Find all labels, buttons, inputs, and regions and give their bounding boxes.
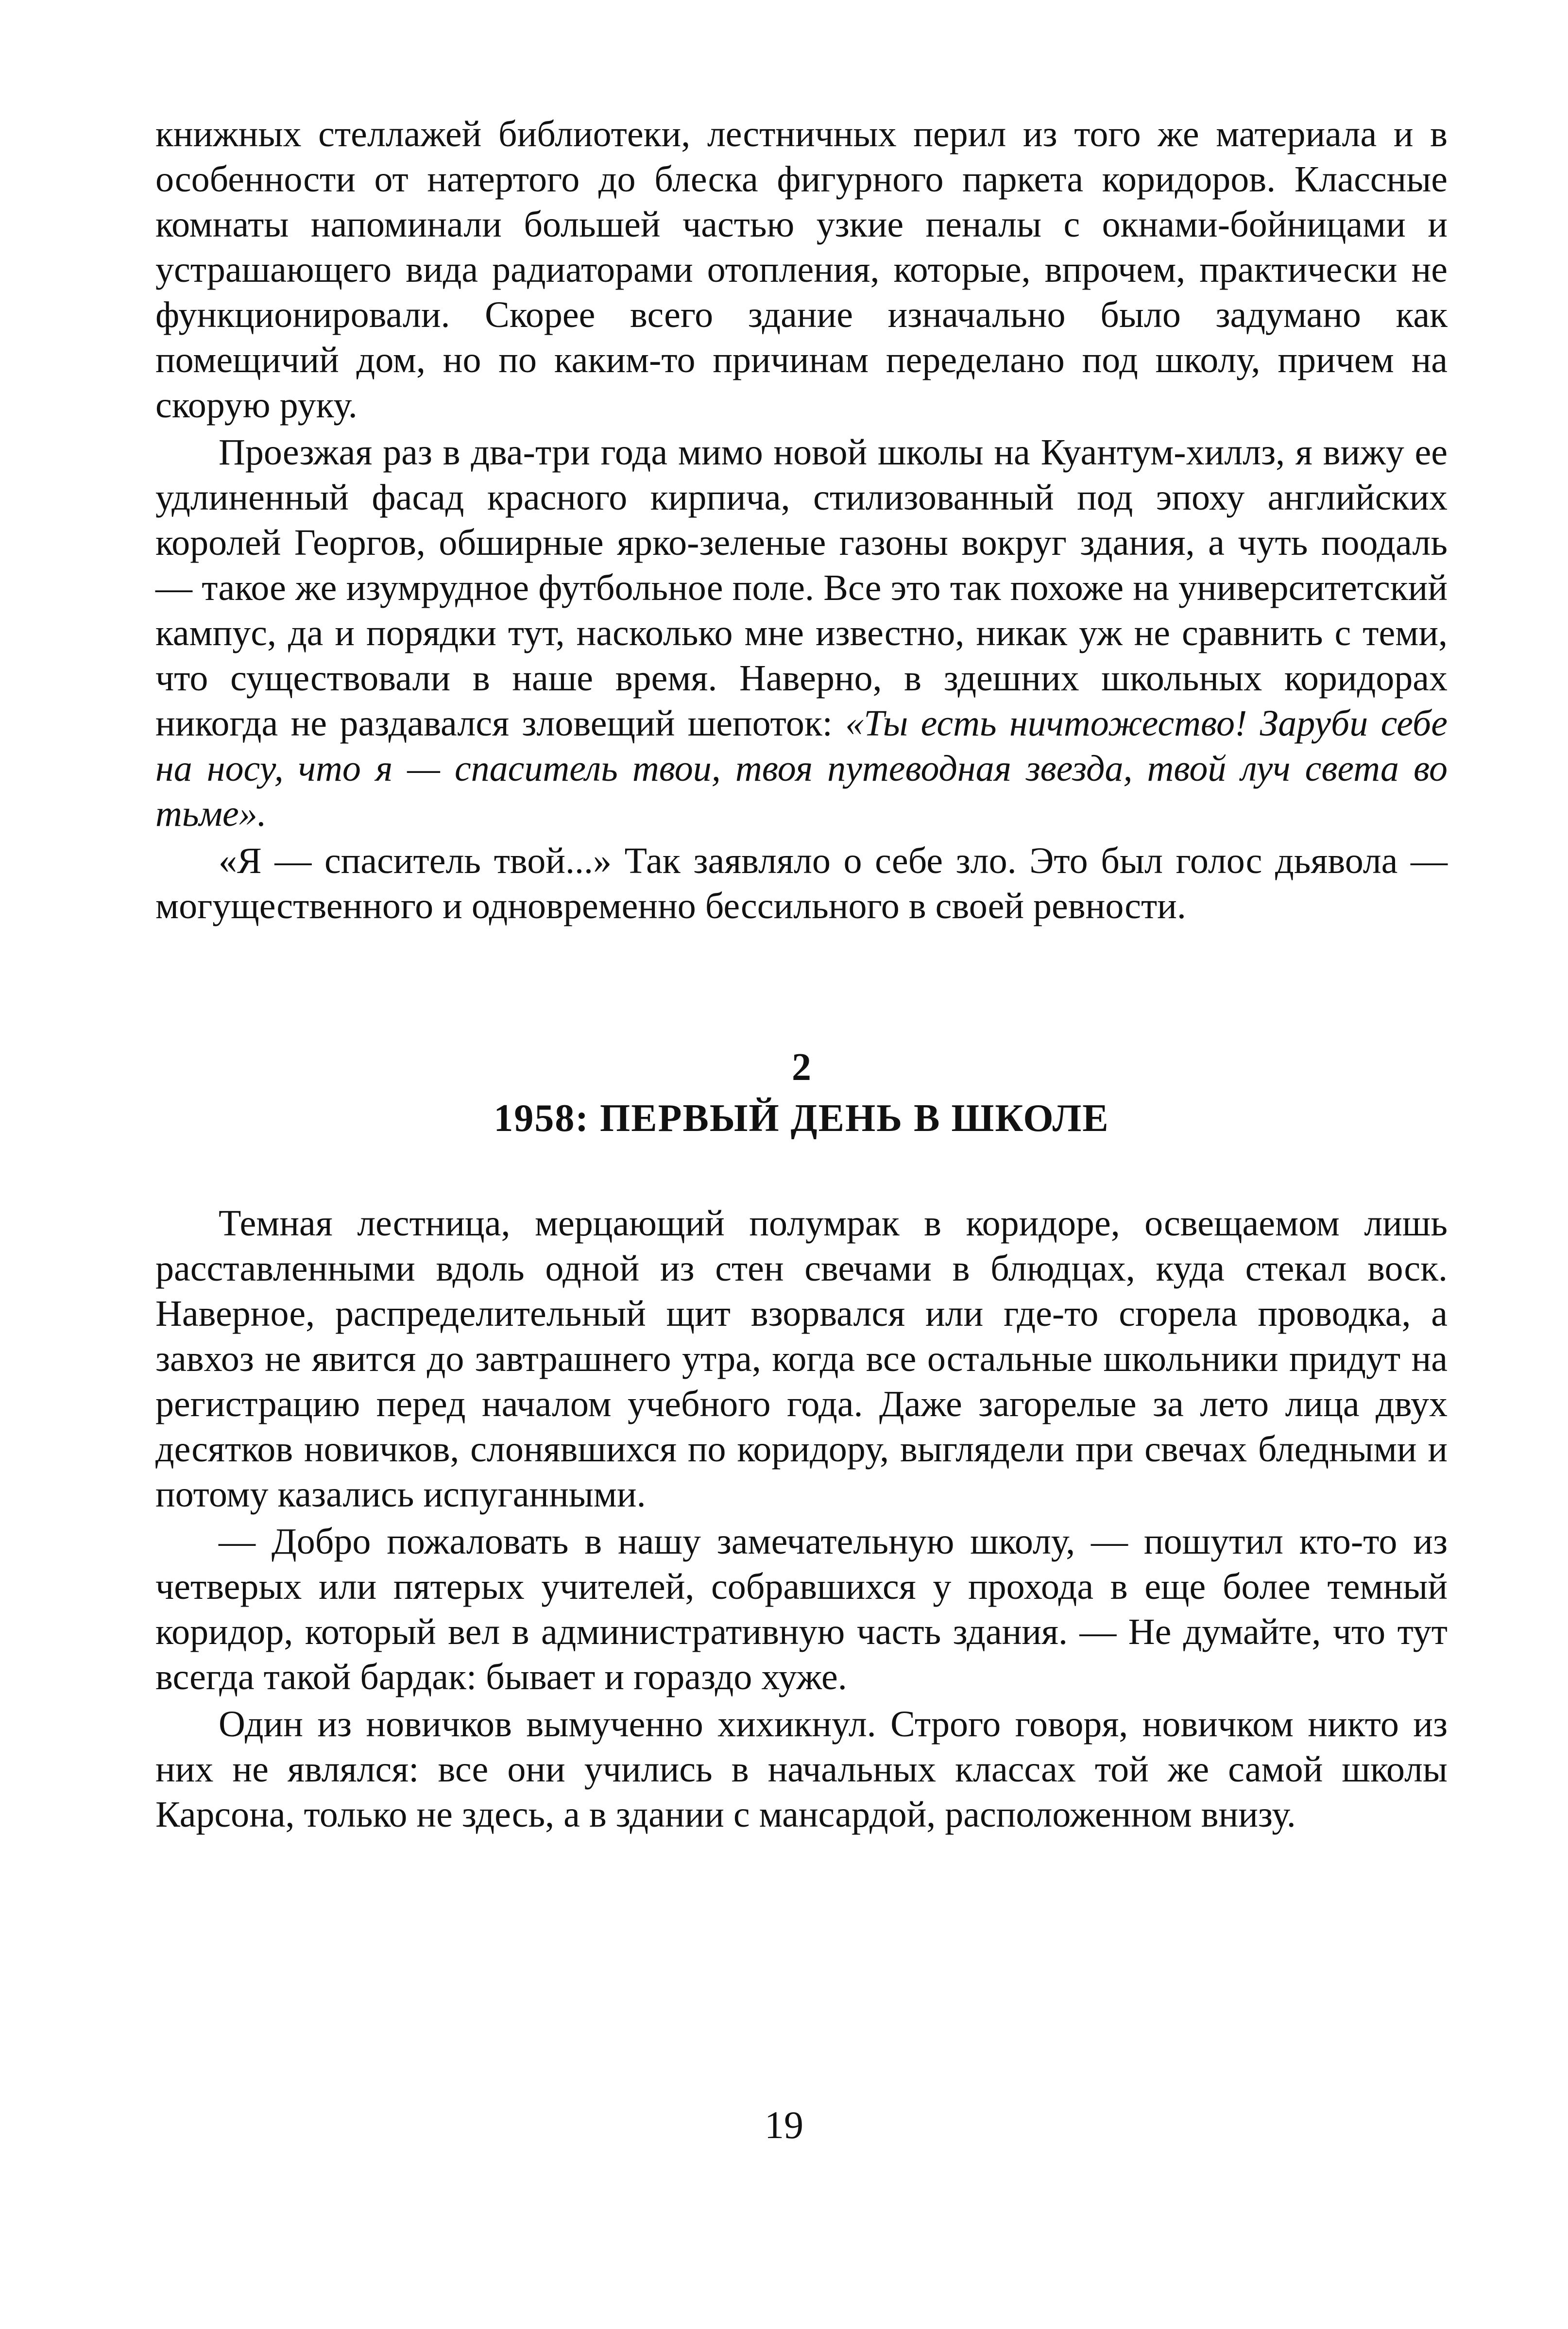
paragraph-6: Один из новичков вымученно хихикнул. Строго говоря, новичком никто из них не являлся: все они учились в начальных классах той же самой школы Карсона, только не здесь, а в здании с мансардой, расположенном внизу. [155,1704,1448,1835]
chapter-title: 1958: ПЕРВЫЙ ДЕНЬ В ШКОЛЕ [494,1097,1109,1140]
paragraph-2-italic-quote: «Ты есть ничтожество! Заруби себе на носу, что я — спаситель твои, твоя путеводная звезда, твой луч света во тьме». [155,703,1448,834]
paragraph-1: книжных стеллажей библиотеки, лестничных перил из того же материала и в особенности от натертого до блеска фигурного паркета коридоров. Классные комнаты напоминали большей частью узкие пеналы с окнами-бойницами и устрашающего вида радиаторами отопления, которые, впрочем, практически не функционировали. Скорее всего здание изначально было задумано как помещичий дом, но по каким-то причинам переделано под школу, причем на скорую руку. [155,114,1448,426]
page-number: 19 [765,2104,803,2147]
paragraph-3: «Я — спаситель твой...» Так заявляло о себе зло. Это был голос дьявола — могущественного и одновременно бессильного в своей ревности. [155,840,1448,926]
chapter-number: 2 [792,1046,811,1089]
paragraph-4: Темная лестница, мерцающий полумрак в коридоре, освещаемом лишь расставленными вдоль одной из стен свечами в блюдцах, куда стекал воск. Наверное, распределительный щит взорвался или где-то сгорела проводка, а завхоз не явится до завтрашнего утра, когда все остальные школьники придут на регистрацию перед началом учебного года. Даже загорелые за лето лица двух десятков новичков, слонявшихся по коридору, выглядели при свечах бледными и потому казались испуганными. [155,1203,1448,1515]
book-page [155,112,1448,1837]
paragraph-2 [155,430,1448,837]
paragraph-2-text: Проезжая раз в два-три года мимо новой школы на Куантум-хиллз, я вижу ее удлиненный фасад красного кирпича, стилизованный под эпоху английских королей Георгов, обширные ярко-зеленые газоны вокруг здания, а чуть поодаль — такое же изумрудное футбольное поле. Все это так похоже на университетский кампус, да и порядки тут, насколько мне известно, никак уж не сравнить с теми, что существовали в наше время. Наверно, в здешних школьных коридорах никогда не раздавался зловещий шепоток: [155,432,1448,744]
paragraph-5: — Добро пожаловать в нашу замечательную школу, — пошутил кто-то из четверых или пятерых учителей, собравшихся у прохода в еще более темный коридор, который вел в административную часть здания. — Не думайте, что тут всегда такой бардак: бывает и гораздо хуже. [155,1521,1448,1697]
